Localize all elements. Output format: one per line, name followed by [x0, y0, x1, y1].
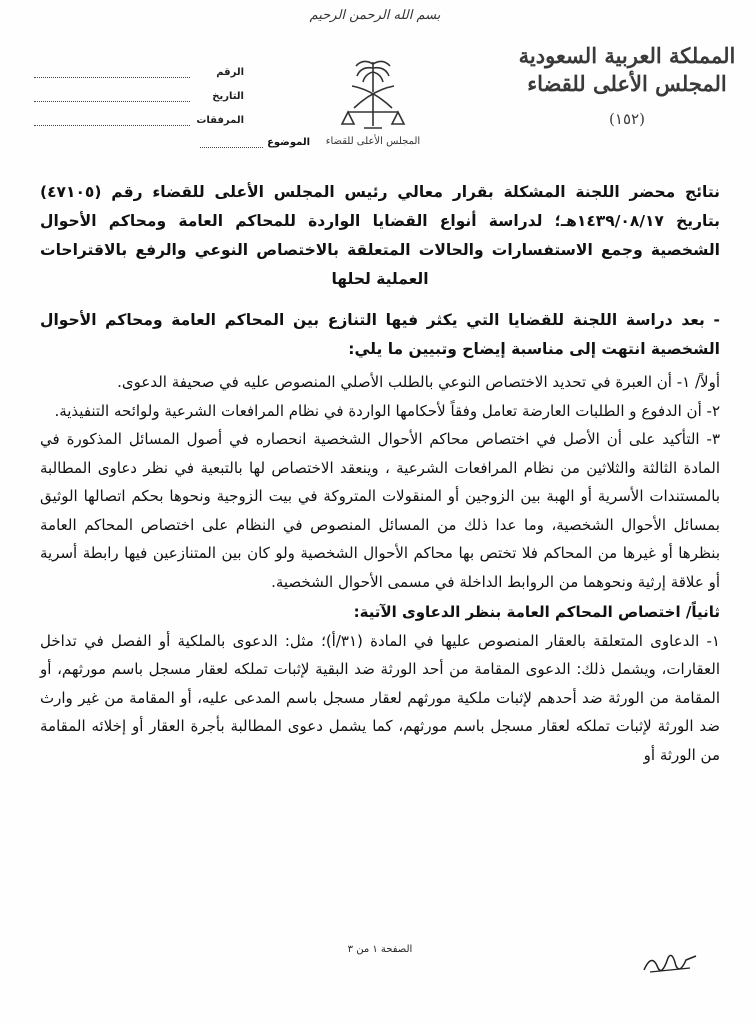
date-line: [34, 91, 190, 102]
paragraph-first-3: ٣- التأكيد على أن الأصل في اختصاص محاكم الأحوال الشخصية انحصاره في أصول المسائل المذكورة في المادة الثالثة والثلاثين من نظام المرافعات الشرعية ، وينعقد الاختصاص لها بالتبعية في نظر دعاوى المطالبة بالمستندات الأسرية أو الهبة بين الزوجين أو المنقولات المتروكة في بيت الزوجية ونحوها بحكم اتصالها الوثيق بمسائل الأحوال الشخصية، وما عدا ذلك من المسائل المنصوص في النظام على اختصاص المحاكم العامة بنظرها أو غيرها من المحاكم فلا تختص بها محاكم الأحوال الشخصية ولو كان بين المتنازعين فيها رابطة أسرية أو علاقة إرثية ونحوهما من الروابط الداخلة في مسمى الأحوال الشخصية.: [40, 430, 720, 591]
council-emblem-logo: [318, 50, 428, 150]
second-section-heading: ثانياً/ اختصاص المحاكم العامة بنظر الدعاوى الآتية:: [353, 603, 720, 621]
document-code: (١٥٢): [609, 110, 645, 128]
signature-scribble-icon: [640, 948, 700, 978]
document-body: [40, 178, 720, 769]
number-label: الرقم: [216, 66, 244, 78]
date-label: التاريخ: [212, 90, 244, 102]
attachments-field: [34, 108, 244, 132]
attachments-line: [34, 115, 190, 126]
number-line: [34, 67, 190, 78]
paragraph-first-2: ٢- أن الدفوع و الطلبات العارضة تعامل وفقاً لأحكامها الواردة في نظام المرافعات الشرعية ولوائحه التنفيذية.: [54, 401, 720, 420]
emblem-caption: المجلس الأعلى للقضاء: [325, 136, 421, 147]
subject-line: [200, 137, 263, 148]
paragraph-second-1: ١- الدعاوى المتعلقة بالعقار المنصوص عليها في المادة (٣١/أ)؛ مثل: الدعوى بالملكية أو الفصل في تداخل العقارات، ويشمل ذلك: الدعوى المقامة من أحد الورثة ضد البقية لإثبات تملكه لعقار مسجل باسم مورثهم، أو المقامة من الورثة ضد أحدهم لإثبات ملكية مورثهم لعقار مسجل باسم المدعى عليه، أو المقامة من غير وارث ضد الورثة لإثبات تملكه لعقار مسجل باسم مورثهم، كما يشمل دعوى المطالبة بأجرة العقار أو إخلائه المقامة من الورثة أو: [40, 631, 720, 764]
reference-fields: [34, 60, 244, 132]
document-title: نتائج محضر اللجنة المشكلة بقرار معالي رئيس المجلس الأعلى للقضاء رقم (٤٧١٠٥) بتاريخ ١٤٣٩/٠٨/١٧هـ؛ لدراسة أنواع القضايا الواردة للمحاكم العامة ومحاكم الأحوال الشخصية وجمع الاستفسارات والحالات المتعلقة بالاختصاص النوعي والرفع بالاقتراحات العملية لحلها: [40, 183, 721, 288]
number-field: [34, 60, 244, 84]
letterhead-title: [512, 42, 742, 128]
page-number: الصفحة ١ من ٣: [347, 944, 413, 955]
palm-swords-scales-icon: [318, 50, 428, 150]
attachments-label: المرفقات: [196, 114, 244, 126]
council-name: المجلس الأعلى للقضاء: [527, 71, 727, 96]
subject-label: الموضوع: [267, 137, 310, 148]
basmala: بسم الله الرحمن الرحيم: [309, 8, 441, 23]
date-field: [34, 84, 244, 108]
signature: [640, 948, 700, 978]
kingdom-name: المملكة العربية السعودية: [518, 43, 736, 68]
paragraph-first-1: أولاً/ ١- أن العبرة في تحديد الاختصاص النوعي بالطلب الأصلي المنصوص عليه في صحيفة الدعوى.: [117, 373, 720, 391]
intro-paragraph: - بعد دراسة اللجنة للقضايا التي يكثر فيها التنازع بين المحاكم العامة ومحاكم الأحوال الشخصية انتهت إلى مناسبة إيضاح وتبيين ما يلي:: [40, 311, 720, 358]
subject-field: [200, 137, 310, 148]
